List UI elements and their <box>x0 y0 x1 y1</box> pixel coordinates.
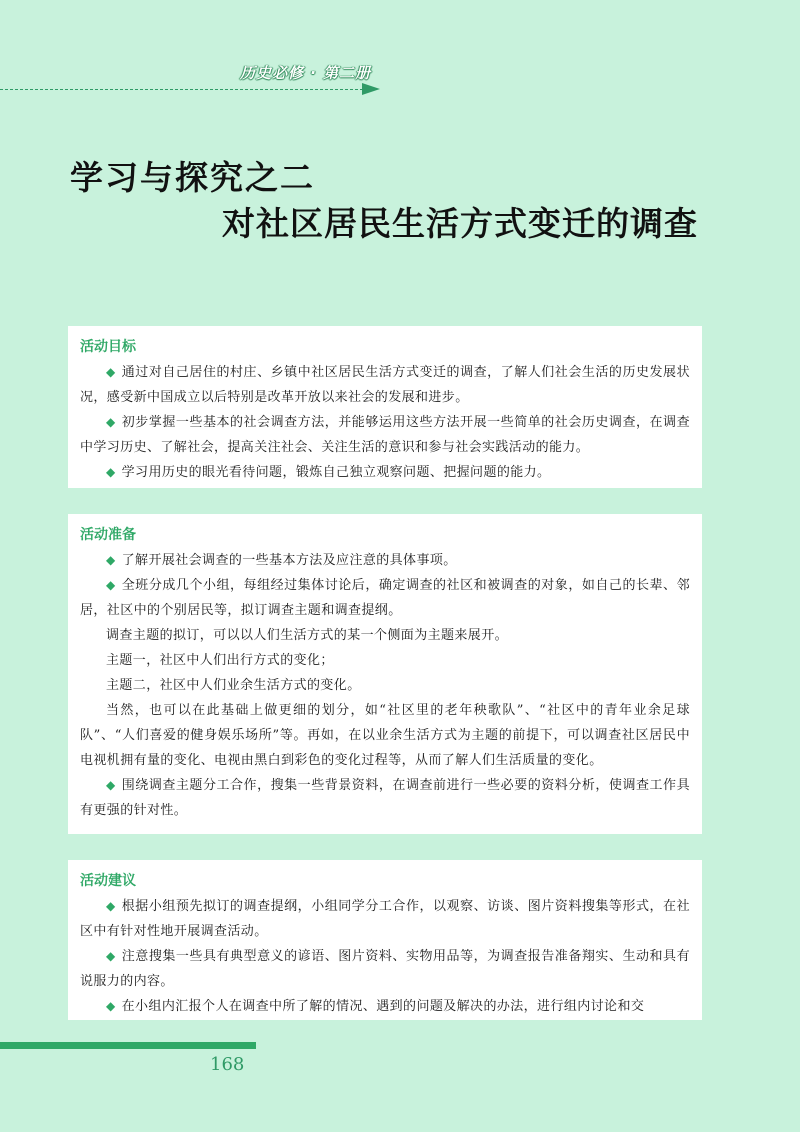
paragraph: ◆ 根据小组预先拟订的调查提纲，小组同学分工合作，以观察、访谈、图片资料搜集等形式，在社区中有针对性地开展调查活动。 <box>80 899 690 939</box>
page-title-line1: 学习与探究之二 <box>70 158 315 197</box>
section-goals <box>68 326 702 488</box>
section-preparation <box>68 514 702 834</box>
diamond-bullet-icon: ◆ <box>106 999 116 1013</box>
running-header <box>0 58 384 98</box>
diamond-bullet-icon: ◆ <box>106 365 116 379</box>
section-title: 活动目标 <box>80 339 136 355</box>
diamond-bullet-icon: ◆ <box>106 415 116 429</box>
paragraph: 主题二，社区中人们业余生活方式的变化。 <box>106 678 361 693</box>
paragraph: ◆ 围绕调查主题分工合作，搜集一些背景资料，在调查前进行一些必要的资料分析，使调查工作具有更强的针对性。 <box>80 778 690 818</box>
paragraph: ◆ 通过对自己居住的村庄、乡镇中社区居民生活方式变迁的调查，了解人们社会生活的历史发展状况，感受新中国成立以后特别是改革开放以来社会的发展和进步。 <box>80 365 690 405</box>
header-dashed-line <box>0 89 368 90</box>
arrow-icon <box>362 83 380 95</box>
footer-bar <box>0 1042 256 1049</box>
paragraph: ◆ 全班分成几个小组，每组经过集体讨论后，确定调查的社区和被调查的对象，如自己的长辈、邻居，社区中的个别居民等，拟订调查主题和调查提纲。 <box>80 578 690 618</box>
paragraph: 调查主题的拟订，可以以人们生活方式的某一个侧面为主题来展开。 <box>106 628 509 643</box>
paragraph: ◆ 学习用历史的眼光看待问题，锻炼自己独立观察问题、把握问题的能力。 <box>106 465 551 480</box>
diamond-bullet-icon: ◆ <box>106 778 116 792</box>
diamond-bullet-icon: ◆ <box>106 899 116 913</box>
section-title: 活动建议 <box>80 873 136 889</box>
paragraph: ◆ 注意搜集一些具有典型意义的谚语、图片资料、实物用品等，为调查报告准备翔实、生动和具有说服力的内容。 <box>80 949 690 989</box>
diamond-bullet-icon: ◆ <box>106 578 116 592</box>
book-title: 历史必修 · 第二册 <box>240 64 372 82</box>
paragraph: ◆ 在小组内汇报个人在调查中所了解的情况、遇到的问题及解决的办法，进行组内讨论和交 <box>106 999 645 1014</box>
paragraph: ◆ 了解开展社会调查的一些基本方法及应注意的具体事项。 <box>106 553 457 568</box>
diamond-bullet-icon: ◆ <box>106 465 116 479</box>
paragraph: ◆ 初步掌握一些基本的社会调查方法，并能够运用这些方法开展一些简单的社会历史调查，在调查中学习历史、了解社会，提高关注社会、关注生活的意识和参与社会实践活动的能力。 <box>80 415 690 455</box>
section-suggestions <box>68 860 702 1020</box>
page-title-line2: 对社区居民生活方式变迁的调查 <box>222 204 698 243</box>
paragraph: 主题一，社区中人们出行方式的变化； <box>106 653 334 668</box>
page-number: 168 <box>210 1054 245 1075</box>
diamond-bullet-icon: ◆ <box>106 949 116 963</box>
section-title: 活动准备 <box>80 527 136 543</box>
diamond-bullet-icon: ◆ <box>106 553 116 567</box>
paragraph: 当然，也可以在此基础上做更细的划分，如“社区里的老年秧歌队”、“社区中的青年业余足球队”、“人们喜爱的健身娱乐场所”等。再如，在以业余生活方式为主题的前提下，可以调查社区居民中电视机拥有量的变化、电视由黑白到彩色的变化过程等，从而了解人们生活质量的变化。 <box>80 703 690 768</box>
